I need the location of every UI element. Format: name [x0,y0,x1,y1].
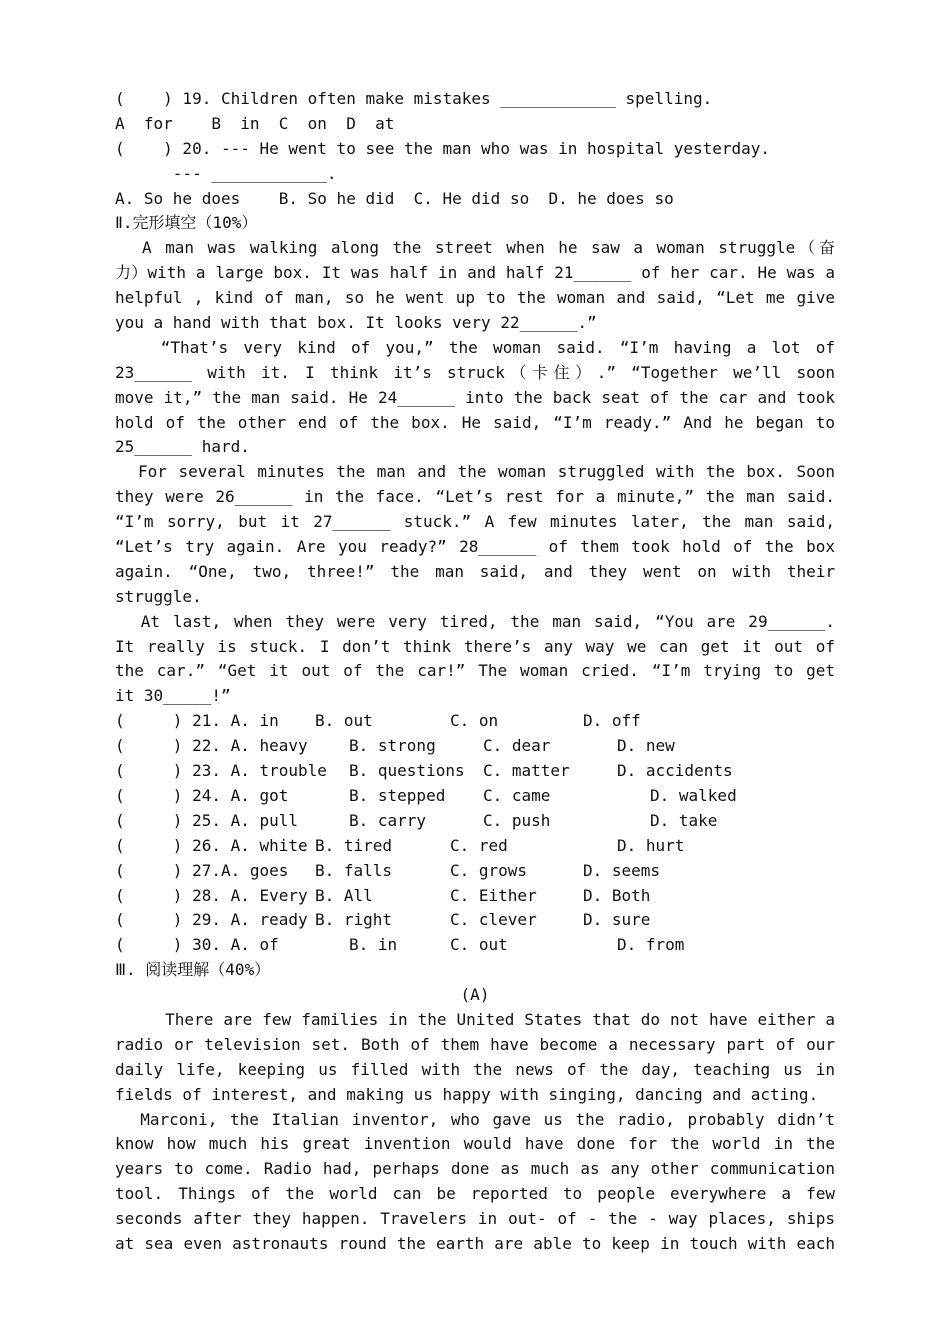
option-d: D. accidents [617,761,733,781]
passage-line: it 30_____!” [115,686,231,706]
option-d: D. from [617,935,685,955]
option-c: C. matter [483,761,570,781]
passage-line: Marconi, the Italian inventor, who gave us the radio, probably didn’t [115,1109,835,1129]
option-c: C. dear [483,736,551,756]
option-num: ( ) 24. A. got [115,785,289,805]
passage-a-label: (A) [460,985,490,1005]
passage-line: “I’m sorry, but it 27______ stuck.” A few minutes later, the man said, [115,512,835,532]
option-d: D. walked [650,785,737,805]
section-2-title: Ⅱ.完形填空（10%） [115,213,258,233]
option-b: B. questions [349,761,465,781]
option-num: ( ) 30. A. of [115,935,279,955]
option-b: B. carry [349,810,427,830]
option-num: ( ) 27.A. goes [115,860,289,880]
passage-line: “That’s very kind of you,” the woman said. “I’m having a lot of [115,337,835,357]
option-num: ( ) 23. A. trouble [115,761,327,781]
cloze-options [115,709,835,958]
option-c: C. Either [450,885,537,905]
option-b: B. stepped [349,785,446,805]
option-d: D. off [583,711,641,731]
option-row [115,809,835,834]
questions-19-20 [115,87,835,211]
passage-line: again. “One, two, three!” the man said, and they went on with their [115,561,835,581]
option-row [115,908,835,933]
passage-line: move it,” the man said. He 24______ into the back seat of the car and took [115,387,835,407]
document-page [115,87,835,1257]
passage-line: “Let’s try again. Are you ready?” 28______ of them took hold of the box [115,537,835,557]
passage-line: the car.” “Get it out of the car!” The woman cried. “I’m trying to get [115,661,835,681]
option-c: C. out [450,935,508,955]
passage-line: 25______ hard. [115,437,250,457]
reading-passage-a [115,1008,835,1257]
passage-line: For several minutes the man and the woman struggled with the box. Soon [115,462,835,482]
passage-line: you a hand with that box. It looks very 22______.” [115,313,597,333]
option-c: C. push [483,810,551,830]
question-line: ( ) 19. Children often make mistakes ____________ spelling. [115,89,713,108]
option-d: D. take [650,810,718,830]
option-row [115,834,835,859]
section-3-title: Ⅲ. 阅读理解（40%） [115,960,271,980]
option-num: ( ) 28. A. Every [115,885,308,905]
passage-line: radio or television set. Both of them have become a necessary part of our [115,1034,835,1054]
option-c: C. red [450,835,508,855]
option-c: C. clever [450,910,537,930]
passage-line: helpful , kind of man, so he went up to the woman and said, “Let me give [115,288,835,308]
question-line: ( ) 20. --- He went to see the man who was in hospital yesterday. [115,138,771,158]
option-row [115,933,835,958]
option-num: ( ) 21. A. in [115,711,279,731]
option-row [115,884,835,909]
option-b: B. in [349,935,398,955]
passage-line: There are few families in the United States that do not have either a [115,1009,835,1029]
option-b: B. right [315,910,393,930]
option-d: D. new [617,736,675,756]
option-row [115,759,835,784]
option-num: ( ) 25. A. pull [115,810,299,830]
passage-line: 23______ with it. I think it’s struck（卡住）.” “Together we’ll soon [115,362,835,382]
passage-line: hold of the other end of the box. He said, “I’m ready.” And he began to [115,412,835,432]
option-d: D. sure [583,910,651,930]
option-c: C. grows [450,860,528,880]
passage-line: A man was walking along the street when he saw a woman struggle（奋 [115,238,835,258]
option-row [115,734,835,759]
passage-line: daily life, keeping us filled with the news of the day, teaching us in [115,1059,835,1079]
option-c: C. came [483,785,551,805]
cloze-passage [115,236,835,709]
passage-line: seconds after they happen. Travelers in out- of - the - way places, ships [115,1209,835,1229]
passage-line: years to come. Radio had, perhaps done as much as any other communication [115,1159,835,1179]
passage-line: at sea even astronauts round the earth are able to keep in touch with each [115,1233,835,1253]
option-d: D. Both [583,885,651,905]
option-num: ( ) 26. A. white [115,835,308,855]
question-line: --- ____________. [115,163,337,183]
option-row [115,859,835,884]
passage-line: they were 26______ in the face. “Let’s rest for a minute,” the man said. [115,487,835,507]
question-line: A. So he does B. So he did C. He did so D. he does so [115,188,674,208]
option-num: ( ) 29. A. ready [115,910,308,930]
option-num: ( ) 22. A. heavy [115,736,308,756]
question-line: A for B in C on D at [115,113,395,133]
option-c: C. on [450,711,499,731]
option-b: B. out [315,711,373,731]
passage-line: At last, when they were very tired, the man said, “You are 29______. [115,611,835,631]
option-row [115,709,835,734]
passage-line: 力）with a large box. It was half in and half 21______ of her car. He was a [115,263,835,283]
option-b: B. tired [315,835,393,855]
passage-line: know how much his great invention would have done for the world in the [115,1134,835,1154]
option-b: B. All [315,885,373,905]
option-b: B. strong [349,736,436,756]
option-b: B. falls [315,860,393,880]
passage-line: struggle. [115,586,202,606]
option-d: D. hurt [617,835,685,855]
passage-line: fields of interest, and making us happy with singing, dancing and acting. [115,1084,819,1104]
option-d: D. seems [583,860,661,880]
option-row [115,784,835,809]
passage-line: It really is stuck. I don’t think there’s any way we can get it out of [115,636,835,656]
passage-line: tool. Things of the world can be reported to people everywhere a few [115,1184,835,1204]
